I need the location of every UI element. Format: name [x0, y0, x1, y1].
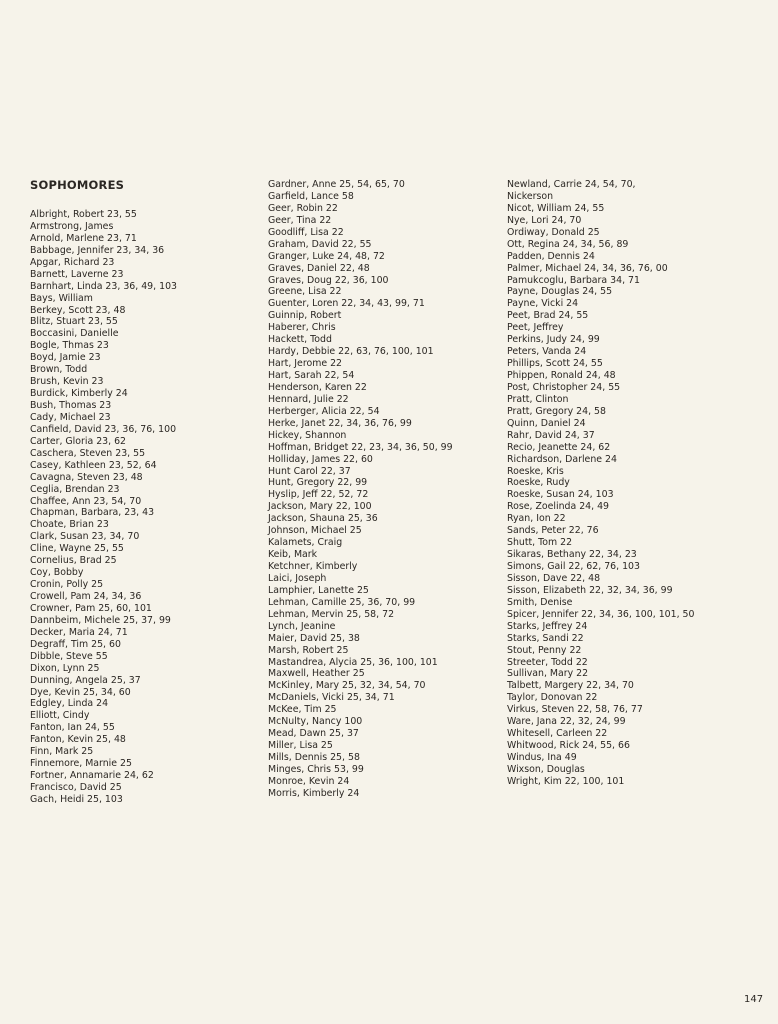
- index-entry: Virkus, Steven 22, 58, 76, 77: [507, 704, 643, 716]
- index-entry: Ware, Jana 22, 32, 24, 99: [507, 716, 626, 728]
- index-entry: Guinnip, Robert: [268, 310, 342, 322]
- index-entry: Hardy, Debbie 22, 63, 76, 100, 101: [268, 346, 434, 358]
- index-entry: Casey, Kathleen 23, 52, 64: [30, 459, 157, 471]
- index-entry: Pratt, Gregory 24, 58: [507, 405, 606, 417]
- index-entry: Lehman, Mervin 25, 58, 72: [268, 608, 395, 620]
- index-entry: Graves, Doug 22, 36, 100: [268, 274, 389, 286]
- index-entry: Ceglia, Brendan 23: [30, 483, 120, 495]
- index-entry: Hackett, Todd: [268, 334, 332, 346]
- index-entry: Whitwood, Rick 24, 55, 66: [507, 740, 630, 752]
- index-entry: Haberer, Chris: [268, 322, 336, 334]
- index-entry: Kalamets, Craig: [268, 537, 343, 549]
- index-entry: Hoffman, Bridget 22, 23, 34, 36, 50, 99: [268, 441, 453, 453]
- index-entry: Clark, Susan 23, 34, 70: [30, 531, 140, 543]
- index-entry: Henderson, Karen 22: [268, 381, 367, 393]
- index-entry: Dixon, Lynn 25: [30, 662, 100, 674]
- index-entry: Chapman, Barbara, 23, 43: [30, 507, 155, 519]
- index-entry: Ordiway, Donald 25: [507, 226, 600, 238]
- index-entry: Palmer, Michael 24, 34, 36, 76, 00: [507, 262, 668, 274]
- index-entry: Hart, Sarah 22, 54: [268, 370, 355, 381]
- index-entry: Maier, David 25, 38: [268, 632, 360, 644]
- index-entry: Jackson, Mary 22, 100: [268, 501, 372, 513]
- index-entry: Hickey, Shannon: [268, 429, 347, 441]
- index-entry: Boccasini, Danielle: [30, 328, 119, 340]
- index-entry: Crowner, Pam 25, 60, 101: [30, 602, 152, 614]
- index-entry: Cornelius, Brad 25: [30, 555, 117, 567]
- index-entry: Crowell, Pam 24, 34, 36: [30, 591, 142, 602]
- index-entry: Smith, Denise: [507, 596, 573, 608]
- index-entry: Monroe, Kevin 24: [268, 775, 350, 787]
- index-entry: Dye, Kevin 25, 34, 60: [30, 686, 131, 698]
- index-entry: Rahr, David 24, 37: [507, 429, 595, 441]
- index-entry: Marsh, Robert 25: [268, 644, 349, 656]
- index-entry: Hyslip, Jeff 22, 52, 72: [268, 489, 369, 501]
- index-entry: Goodliff, Lisa 22: [268, 226, 344, 238]
- index-entry: Burdick, Kimberly 24: [30, 388, 128, 400]
- index-entry: Laici, Joseph: [268, 572, 327, 584]
- index-entry: Cady, Michael 23: [30, 411, 111, 423]
- index-entry: Armstrong, James: [30, 220, 114, 232]
- index-entry: Boyd, Jamie 23: [30, 352, 101, 364]
- index-entry: Carter, Gloria 23, 62: [30, 435, 127, 447]
- index-entry: Herberger, Alicia 22, 54: [268, 405, 380, 417]
- index-entry: Perkins, Judy 24, 99: [507, 334, 600, 346]
- index-entry: McKinley, Mary 25, 32, 34, 54, 70: [268, 680, 426, 692]
- index-entry: Gach, Heidi 25, 103: [30, 793, 123, 805]
- index-entry: Lynch, Jeanine: [268, 620, 336, 632]
- index-entry: Nickerson: [507, 190, 554, 202]
- index-entry: Morris, Kimberly 24: [268, 787, 360, 799]
- index-entry: Newland, Carrie 24, 54, 70,: [507, 179, 636, 190]
- index-entry: Albright, Robert 23, 55: [30, 209, 137, 220]
- name-list: [268, 179, 453, 800]
- index-entry: Berkey, Scott 23, 48: [30, 304, 126, 316]
- index-entry: Pamukcoglu, Barbara 34, 71: [507, 274, 640, 286]
- index-entry: Herke, Janet 22, 34, 36, 76, 99: [268, 417, 412, 429]
- index-entry: McNulty, Nancy 100: [268, 716, 363, 728]
- index-entry: Cavagna, Steven 23, 48: [30, 471, 143, 483]
- index-entry: Bogle, Thmas 23: [30, 340, 109, 352]
- index-entry: Mead, Dawn 25, 37: [268, 728, 359, 740]
- index-entry: Sisson, Dave 22, 48: [507, 572, 601, 584]
- index-entry: Dunning, Angela 25, 37: [30, 674, 141, 686]
- index-entry: Starks, Sandi 22: [507, 632, 584, 644]
- index-entry: Keib, Mark: [268, 549, 318, 561]
- index-entry: Sikaras, Bethany 22, 34, 23: [507, 549, 637, 561]
- index-entry: Post, Christopher 24, 55: [507, 381, 621, 393]
- index-entry: Guenter, Loren 22, 34, 43, 99, 71: [268, 298, 425, 310]
- index-entry: Streeter, Todd 22: [507, 656, 588, 668]
- index-entry: Francisco, David 25: [30, 782, 122, 793]
- page-number: 147: [744, 994, 764, 1005]
- index-entry: Maxwell, Heather 25: [268, 668, 365, 680]
- index-entry: Whitesell, Carleen 22: [507, 728, 608, 740]
- index-entry: Nye, Lori 24, 70: [507, 214, 582, 226]
- index-entry: Barnett, Laverne 23: [30, 268, 124, 280]
- index-entry: Caschera, Steven 23, 55: [30, 447, 146, 459]
- index-entry: Finn, Mark 25: [30, 746, 94, 758]
- index-column-2: [268, 179, 453, 800]
- index-entry: Miller, Lisa 25: [268, 740, 333, 752]
- index-entry: Dibble, Steve 55: [30, 650, 108, 662]
- index-entry: Decker, Maria 24, 71: [30, 626, 128, 638]
- index-entry: Taylor, Donovan 22: [507, 692, 598, 704]
- index-entry: McKee, Tim 25: [268, 704, 337, 716]
- index-entry: Pratt, Clinton: [507, 393, 569, 405]
- index-entry: Roeske, Susan 24, 103: [507, 489, 614, 501]
- index-entry: Brown, Todd: [30, 364, 88, 376]
- index-entry: Mills, Dennis 25, 58: [268, 752, 360, 763]
- index-entry: Mastandrea, Alycia 25, 36, 100, 101: [268, 656, 438, 668]
- index-entry: Degraff, Tim 25, 60: [30, 638, 121, 650]
- index-entry: Dannbeim, Michele 25, 37, 99: [30, 614, 171, 626]
- index-entry: Hart, Jerome 22: [268, 358, 343, 370]
- index-entry: Coy, Bobby: [30, 567, 84, 579]
- index-entry: Graves, Daniel 22, 48: [268, 262, 370, 274]
- index-entry: Greene, Lisa 22: [268, 286, 342, 298]
- index-entry: Garfield, Lance 58: [268, 190, 354, 202]
- index-entry: Johnson, Michael 25: [268, 525, 362, 537]
- index-entry: Apgar, Richard 23: [30, 256, 115, 268]
- index-entry: Holliday, James 22, 60: [268, 453, 373, 465]
- index-entry: Canfield, David 23, 36, 76, 100: [30, 423, 177, 435]
- index-column-3: [507, 179, 694, 788]
- index-entry: Sisson, Elizabeth 22, 32, 34, 36, 99: [507, 584, 673, 596]
- index-entry: Jackson, Shauna 25, 36: [268, 513, 378, 525]
- index-entry: Windus, Ina 49: [507, 752, 577, 763]
- index-entry: Hunt, Gregory 22, 99: [268, 477, 368, 489]
- index-entry: Roeske, Rudy: [507, 477, 570, 489]
- index-entry: Ketchner, Kimberly: [268, 561, 358, 572]
- index-entry: Nicot, William 24, 55: [507, 202, 605, 214]
- index-entry: Cline, Wayne 25, 55: [30, 543, 124, 555]
- index-entry: Peet, Jeffrey: [507, 322, 564, 334]
- index-entry: Spicer, Jennifer 22, 34, 36, 100, 101, 50: [507, 608, 695, 620]
- index-entry: Starks, Jeffrey 24: [507, 620, 588, 632]
- index-entry: Blitz, Stuart 23, 55: [30, 316, 118, 328]
- index-entry: Brush, Kevin 23: [30, 376, 104, 388]
- index-entry: Lamphier, Lanette 25: [268, 584, 369, 596]
- index-entry: Fanton, Kevin 25, 48: [30, 734, 126, 746]
- index-entry: Roeske, Kris: [507, 465, 564, 477]
- index-entry: Finnemore, Marnie 25: [30, 758, 132, 770]
- index-entry: Graham, David 22, 55: [268, 238, 372, 250]
- index-entry: Phippen, Ronald 24, 48: [507, 370, 616, 381]
- index-entry: Babbage, Jennifer 23, 34, 36: [30, 244, 165, 256]
- index-entry: Stout, Penny 22: [507, 644, 582, 656]
- index-entry: Padden, Dennis 24: [507, 250, 595, 262]
- index-entry: Payne, Douglas 24, 55: [507, 286, 613, 298]
- index-entry: Fortner, Annamarie 24, 62: [30, 770, 154, 782]
- index-entry: Payne, Vicki 24: [507, 298, 579, 310]
- index-entry: Peters, Vanda 24: [507, 346, 587, 358]
- index-entry: Barnhart, Linda 23, 36, 49, 103: [30, 280, 177, 292]
- index-entry: Shutt, Tom 22: [507, 537, 573, 549]
- index-entry: Bays, William: [30, 292, 93, 304]
- index-entry: Geer, Tina 22: [268, 214, 332, 226]
- index-entry: Sands, Peter 22, 76: [507, 525, 599, 537]
- index-entry: Chaffee, Ann 23, 54, 70: [30, 495, 142, 507]
- index-entry: Recio, Jeanette 24, 62: [507, 441, 611, 453]
- index-entry: Bush, Thomas 23: [30, 400, 112, 411]
- index-entry: Peet, Brad 24, 55: [507, 310, 589, 322]
- index-entry: Wixson, Douglas: [507, 763, 585, 775]
- index-entry: Simons, Gail 22, 62, 76, 103: [507, 561, 640, 572]
- index-entry: Hunt Carol 22, 37: [268, 465, 351, 477]
- index-entry: Gardner, Anne 25, 54, 65, 70: [268, 179, 405, 190]
- index-entry: Phillips, Scott 24, 55: [507, 358, 603, 370]
- index-entry: Hennard, Julie 22: [268, 393, 349, 405]
- index-entry: Choate, Brian 23: [30, 519, 109, 531]
- index-entry: Sullivan, Mary 22: [507, 668, 589, 680]
- index-entry: Lehman, Camille 25, 36, 70, 99: [268, 596, 416, 608]
- index-entry: Granger, Luke 24, 48, 72: [268, 250, 385, 262]
- index-entry: Edgley, Linda 24: [30, 698, 109, 710]
- index-entry: Quinn, Daniel 24: [507, 417, 586, 429]
- index-entry: Rose, Zoelinda 24, 49: [507, 501, 610, 513]
- name-list: [507, 179, 694, 788]
- index-entry: Ryan, Ion 22: [507, 513, 566, 525]
- index-entry: Richardson, Darlene 24: [507, 453, 617, 465]
- index-entry: Arnold, Marlene 23, 71: [30, 232, 137, 244]
- index-entry: Geer, Robin 22: [268, 202, 338, 214]
- name-list: [30, 209, 177, 806]
- index-entry: McDaniels, Vicki 25, 34, 71: [268, 692, 395, 704]
- index-entry: Ott, Regina 24, 34, 56, 89: [507, 238, 629, 250]
- index-entry: Elliott, Cindy: [30, 710, 90, 722]
- index-entry: Talbett, Margery 22, 34, 70: [507, 680, 634, 692]
- index-entry: Wright, Kim 22, 100, 101: [507, 775, 625, 787]
- section-heading: SOPHOMORES: [30, 178, 125, 192]
- index-column-1: [30, 179, 177, 806]
- index-entry: Fanton, Ian 24, 55: [30, 722, 115, 734]
- index-entry: Cronin, Polly 25: [30, 579, 104, 591]
- index-entry: Minges, Chris 53, 99: [268, 763, 364, 775]
